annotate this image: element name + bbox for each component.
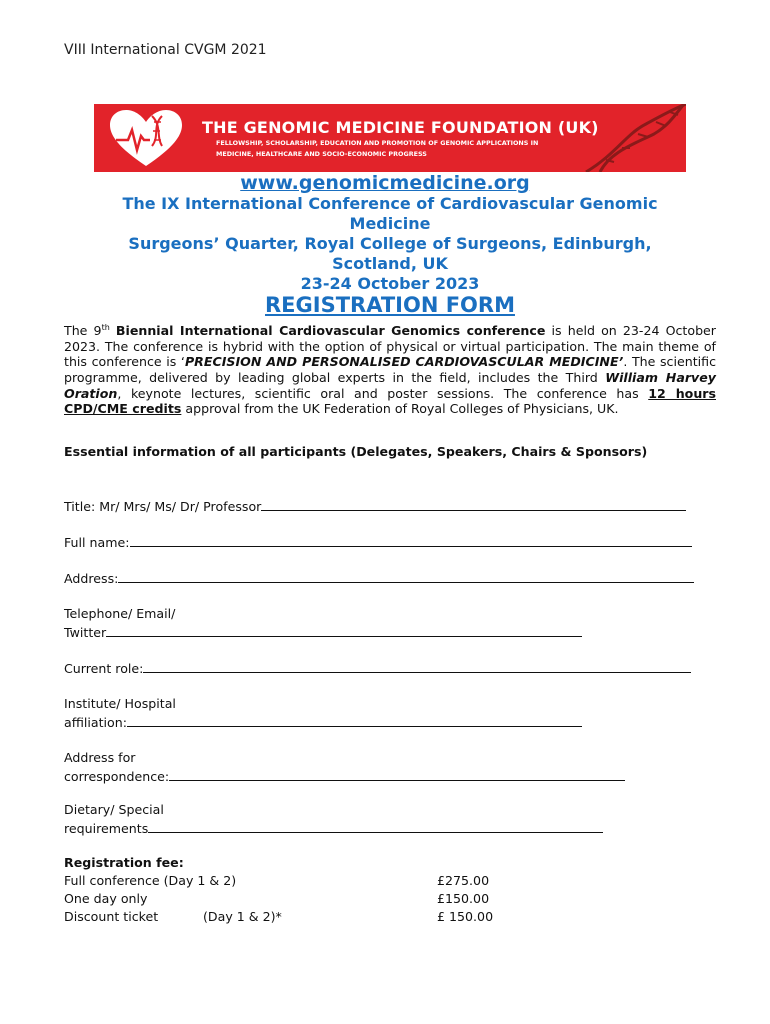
intro-paragraph — [64, 320, 716, 417]
registration-fee-section — [64, 854, 524, 926]
foundation-banner — [94, 104, 686, 172]
running-header: VIII International CVGM 2021 — [64, 42, 267, 58]
banner-title: THE GENOMIC MEDICINE FOUNDATION (UK) — [202, 118, 599, 137]
registration-form-title: REGISTRATION FORM — [265, 293, 515, 317]
fee-label: Full conference (Day 1 & 2) — [64, 873, 237, 888]
current-role-input-line[interactable] — [143, 659, 691, 673]
intro-bold-conference: Biennial International Cardiovascular Genomics conference — [115, 323, 546, 339]
intro-text: approval from the UK Federation of Royal Colleges of Physicians, UK. — [181, 401, 619, 417]
intro-cpd-credits: 12 hours CPD/CME credits — [64, 385, 716, 417]
fee-price: £275.00 — [437, 873, 490, 888]
fee-row — [64, 890, 524, 908]
fee-label: Discount ticket — [64, 909, 159, 924]
telephone-input-line[interactable] — [106, 623, 582, 637]
full-name-field[interactable] — [64, 533, 692, 552]
heart-dna-logo-icon — [106, 108, 186, 170]
institute-input-line[interactable] — [127, 713, 582, 727]
correspondence-address-field[interactable] — [64, 749, 625, 786]
fee-label: One day only — [64, 891, 148, 906]
conference-info — [70, 194, 710, 294]
full-name-label: Full name: — [64, 535, 130, 550]
full-name-input-line[interactable] — [130, 533, 692, 547]
correspondence-input-line[interactable] — [169, 767, 625, 781]
banner-subtitle: FELLOWSHIP, SCHOLARSHIP, EDUCATION AND PROMOTION OF GENOMIC APPLICATIONS IN MEDICINE, HEALTHCARE AND SOCIO-ECONOMIC PROGRESS — [216, 139, 539, 158]
address-input-line[interactable] — [118, 569, 694, 583]
institute-label-line1: Institute/ Hospital — [64, 696, 176, 711]
intro-text: , keynote lectures, scientific oral and poster sessions. The conference has — [117, 385, 649, 401]
dietary-label-line2: requirements — [64, 821, 149, 836]
correspondence-label-line1: Address for — [64, 750, 136, 765]
intro-theme: PRECISION AND PERSONALISED CARDIOVASCULAR MEDICINE’ — [184, 354, 624, 370]
intro-sup: th — [101, 323, 110, 332]
registration-fee-title: Registration fee: — [64, 855, 184, 870]
dietary-label-line1: Dietary/ Special — [64, 802, 164, 817]
fee-price: £ 150.00 — [437, 909, 494, 924]
telephone-label-line1: Telephone/ Email/ — [64, 606, 176, 621]
dna-helix-icon — [576, 104, 686, 172]
title-field[interactable] — [64, 497, 686, 516]
dietary-input-line[interactable] — [148, 819, 603, 833]
title-label: Title: Mr/ Mrs/ Ms/ Dr/ Professor — [64, 499, 262, 514]
website-link[interactable]: www.genomicmedicine.org — [240, 172, 530, 194]
current-role-label: Current role: — [64, 661, 144, 676]
conference-venue-line1: Surgeons’ Quarter, Royal College of Surgeons, Edinburgh, — [128, 234, 652, 253]
essential-info-heading: Essential information of all participants (Delegates, Speakers, Chairs & Sponsors) — [64, 444, 648, 459]
fee-day-note: (Day 1 & 2)* — [203, 909, 282, 924]
correspondence-label-line2: correspondence: — [64, 769, 170, 784]
conference-title-line1: The IX International Conference of Cardiovascular Genomic — [122, 194, 658, 213]
conference-date: 23-24 October 2023 — [300, 274, 480, 293]
intro-oration: William Harvey Oration — [64, 369, 716, 401]
institute-label-line2: affiliation: — [64, 715, 127, 730]
address-label: Address: — [64, 571, 119, 586]
institute-field[interactable] — [64, 695, 582, 732]
intro-text: is held on 23-24 October 2023. The conference is hybrid with the option of physical or virtual participation. The main theme of this conference is ‘ — [64, 323, 716, 370]
dietary-requirements-field[interactable] — [64, 801, 603, 838]
conference-venue-line2: Scotland, UK — [332, 254, 448, 273]
current-role-field[interactable] — [64, 659, 691, 678]
title-input-line[interactable] — [261, 497, 686, 511]
conference-title-line2: Medicine — [349, 214, 431, 233]
intro-text: The 9 — [64, 323, 102, 339]
telephone-email-twitter-field[interactable] — [64, 605, 582, 642]
fee-row — [64, 908, 524, 926]
telephone-label-line2: Twitter — [64, 625, 107, 640]
intro-text: . The scientific programme, delivered by leading global experts in the field, includes the Third — [64, 354, 716, 385]
address-field[interactable] — [64, 569, 694, 588]
fee-price: £150.00 — [437, 891, 490, 906]
fee-row — [64, 872, 524, 890]
